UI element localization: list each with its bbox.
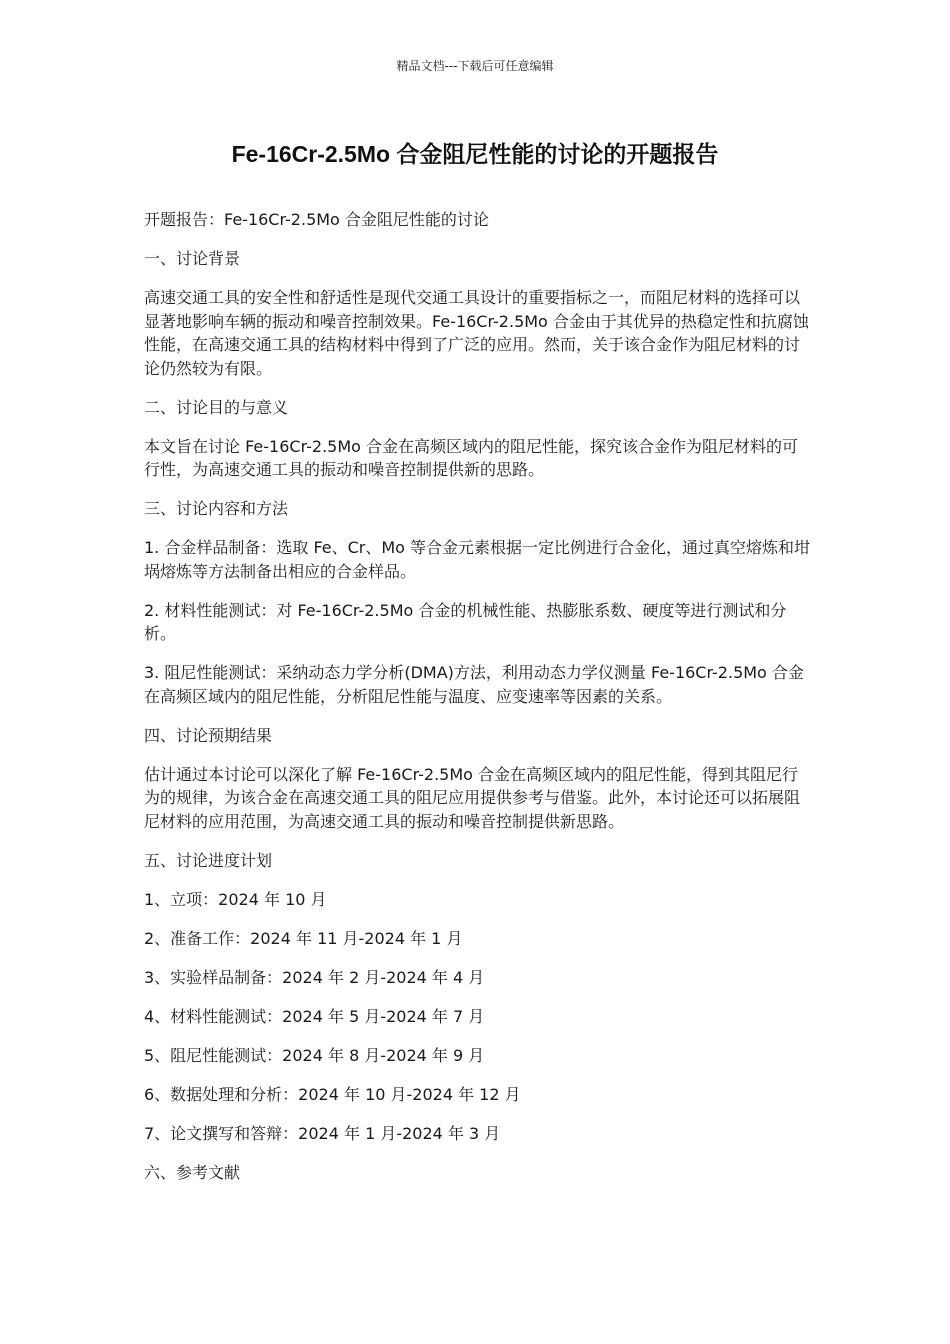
schedule-item-3: 3、实验样品制备：2024 年 2 月-2024 年 4 月: [144, 967, 485, 987]
schedule-item-4: 4、材料性能测试：2024 年 5 月-2024 年 7 月: [144, 1006, 485, 1026]
section-heading-methods: 三、讨论内容和方法: [144, 499, 289, 518]
section-heading-background: 一、讨论背景: [144, 249, 241, 268]
schedule-item-6: 6、数据处理和分析：2024 年 10 月-2024 年 12 月: [144, 1084, 521, 1104]
schedule-item-5: 5、阻尼性能测试：2024 年 8 月-2024 年 9 月: [144, 1045, 485, 1065]
paragraph-background: 高速交通工具的安全性和舒适性是现代交通工具设计的重要指标之一，而阻尼材料的选择可以显著地影响车辆的振动和噪音控制效果。Fe-16Cr-2.5Mo 合金由于其优异的热稳定性和抗腐蚀性能，在高速交通工具的结构材料中得到了广泛的应用。然而，关于该合金作为阻尼材料的讨论仍然较为有限。: [144, 288, 809, 378]
paragraph-expected-results: 估计通过本讨论可以深化了解 Fe-16Cr-2.5Mo 合金在高频区域内的阻尼性能，得到其阻尼行为的规律，为该合金在高速交通工具的阻尼应用提供参考与借鉴。此外，本讨论还可以拓展阻尼材料的应用范围，为高速交通工具的振动和噪音控制提供新思路。: [144, 764, 801, 831]
section-heading-schedule: 五、讨论进度计划: [144, 850, 273, 870]
section-heading-purpose: 二、讨论目的与意义: [144, 397, 289, 417]
intro-line: 开题报告：Fe-16Cr-2.5Mo 合金阻尼性能的讨论: [144, 210, 489, 229]
method-item-2: 2. 材料性能测试：对 Fe-16Cr-2.5Mo 合金的机械性能、热膨胀系数、硬度等进行测试和分析。: [144, 600, 787, 643]
section-heading-expected-results: 四、讨论预期结果: [144, 725, 273, 745]
section-heading-references: 六、参考文献: [144, 1162, 241, 1182]
method-item-1: 1. 合金样品制备：选取 Fe、Cr、Mo 等合金元素根据一定比例进行合金化，通过真空熔炼和坩埚熔炼等方法制备出相应的合金样品。: [144, 538, 811, 581]
document-body: [144, 208, 814, 1200]
document-title: Fe-16Cr-2.5Mo 合金阻尼性能的讨论的开题报告: [231, 141, 719, 167]
schedule-item-2: 2、准备工作：2024 年 11 月-2024 年 1 月: [144, 928, 463, 948]
method-item-3: 3. 阻尼性能测试：采纳动态力学分析(DMA)方法，利用动态力学仪测量 Fe-16Cr-2.5Mo 合金在高频区域内的阻尼性能，分析阻尼性能与温度、应变速率等因素的关系。: [144, 663, 804, 706]
paragraph-purpose: 本文旨在讨论 Fe-16Cr-2.5Mo 合金在高频区域内的阻尼性能，探究该合金作为阻尼材料的可行性，为高速交通工具的振动和噪音控制提供新的思路。: [144, 436, 799, 479]
schedule-item-7: 7、论文撰写和答辩：2024 年 1 月-2024 年 3 月: [144, 1123, 501, 1143]
schedule-item-1: 1、立项：2024 年 10 月: [144, 889, 327, 909]
header-note: 精品文档---下载后可任意编辑: [396, 59, 554, 73]
